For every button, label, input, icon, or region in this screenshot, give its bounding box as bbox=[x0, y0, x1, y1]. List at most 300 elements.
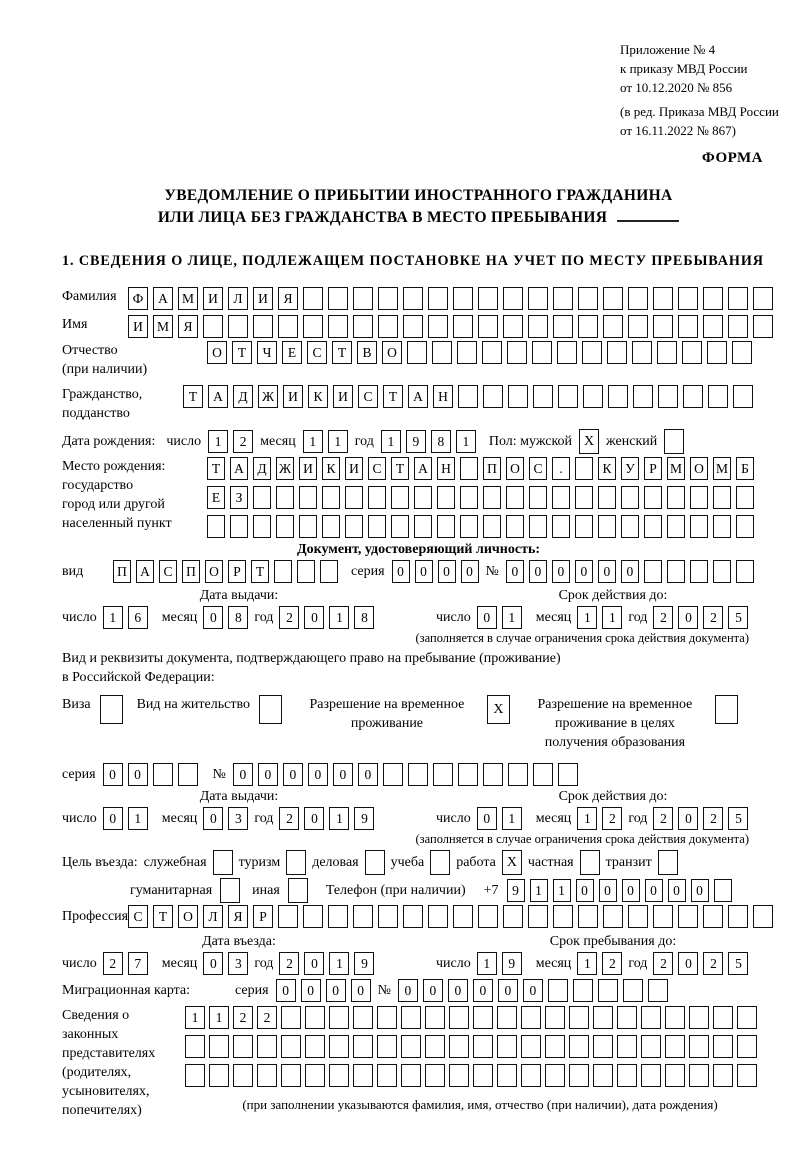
char-cell[interactable] bbox=[460, 515, 478, 538]
char-cell[interactable]: 0 bbox=[477, 807, 497, 830]
birth-place-row3-cells[interactable] bbox=[207, 515, 754, 538]
char-cell[interactable]: 1 bbox=[477, 952, 497, 975]
char-cell[interactable]: 1 bbox=[329, 807, 349, 830]
char-cell[interactable] bbox=[203, 315, 223, 338]
char-cell[interactable]: 5 bbox=[728, 952, 748, 975]
char-cell[interactable] bbox=[478, 287, 498, 310]
char-cell[interactable] bbox=[623, 979, 643, 1002]
char-cell[interactable] bbox=[621, 515, 639, 538]
char-cell[interactable] bbox=[575, 486, 593, 509]
char-cell[interactable]: И bbox=[299, 457, 317, 480]
char-cell[interactable]: 0 bbox=[575, 560, 593, 583]
char-cell[interactable]: 2 bbox=[703, 952, 723, 975]
char-cell[interactable]: 1 bbox=[553, 879, 571, 902]
char-cell[interactable] bbox=[553, 287, 573, 310]
char-cell[interactable] bbox=[558, 763, 578, 786]
char-cell[interactable] bbox=[353, 1035, 373, 1058]
char-cell[interactable] bbox=[703, 315, 723, 338]
char-cell[interactable]: Т bbox=[251, 560, 269, 583]
char-cell[interactable] bbox=[617, 1006, 637, 1029]
char-cell[interactable]: 5 bbox=[728, 606, 748, 629]
char-cell[interactable]: 2 bbox=[279, 952, 299, 975]
char-cell[interactable] bbox=[353, 287, 373, 310]
char-cell[interactable] bbox=[403, 905, 423, 928]
char-cell[interactable]: 5 bbox=[728, 807, 748, 830]
char-cell[interactable] bbox=[391, 486, 409, 509]
char-cell[interactable] bbox=[545, 1035, 565, 1058]
char-cell[interactable]: А bbox=[136, 560, 154, 583]
char-cell[interactable]: 0 bbox=[276, 979, 296, 1002]
char-cell[interactable] bbox=[253, 515, 271, 538]
char-cell[interactable] bbox=[732, 341, 752, 364]
char-cell[interactable] bbox=[209, 1035, 229, 1058]
char-cell[interactable]: Б bbox=[736, 457, 754, 480]
char-cell[interactable]: О bbox=[382, 341, 402, 364]
char-cell[interactable] bbox=[437, 486, 455, 509]
char-cell[interactable] bbox=[552, 486, 570, 509]
char-cell[interactable]: 9 bbox=[406, 430, 426, 453]
char-cell[interactable] bbox=[603, 905, 623, 928]
char-cell[interactable] bbox=[667, 486, 685, 509]
char-cell[interactable] bbox=[569, 1064, 589, 1087]
char-cell[interactable]: С bbox=[358, 385, 378, 408]
residence-valid-month-cells[interactable] bbox=[577, 807, 622, 830]
male-checkbox[interactable]: X bbox=[579, 429, 599, 454]
char-cell[interactable] bbox=[644, 515, 662, 538]
char-cell[interactable] bbox=[575, 515, 593, 538]
char-cell[interactable] bbox=[233, 1064, 253, 1087]
char-cell[interactable] bbox=[322, 515, 340, 538]
residence-valid-day-cells[interactable] bbox=[477, 807, 522, 830]
char-cell[interactable]: 9 bbox=[354, 952, 374, 975]
char-cell[interactable] bbox=[628, 315, 648, 338]
char-cell[interactable] bbox=[473, 1064, 493, 1087]
char-cell[interactable] bbox=[428, 905, 448, 928]
char-cell[interactable] bbox=[658, 385, 678, 408]
char-cell[interactable] bbox=[621, 486, 639, 509]
char-cell[interactable] bbox=[473, 1035, 493, 1058]
char-cell[interactable] bbox=[253, 486, 271, 509]
citizenship-cells[interactable] bbox=[183, 385, 753, 408]
char-cell[interactable] bbox=[483, 515, 501, 538]
char-cell[interactable]: З bbox=[230, 486, 248, 509]
char-cell[interactable] bbox=[665, 1035, 685, 1058]
char-cell[interactable] bbox=[497, 1035, 517, 1058]
doc-number-cells[interactable] bbox=[506, 560, 754, 583]
char-cell[interactable]: 0 bbox=[203, 606, 223, 629]
char-cell[interactable] bbox=[617, 1064, 637, 1087]
purpose-business-checkbox[interactable] bbox=[213, 850, 233, 875]
char-cell[interactable]: 0 bbox=[523, 979, 543, 1002]
char-cell[interactable] bbox=[378, 315, 398, 338]
char-cell[interactable]: О bbox=[506, 457, 524, 480]
char-cell[interactable] bbox=[353, 315, 373, 338]
char-cell[interactable] bbox=[353, 1064, 373, 1087]
char-cell[interactable]: Д bbox=[253, 457, 271, 480]
char-cell[interactable]: 1 bbox=[303, 430, 323, 453]
entry-month-cells[interactable] bbox=[203, 952, 248, 975]
char-cell[interactable] bbox=[528, 287, 548, 310]
char-cell[interactable]: Ч bbox=[257, 341, 277, 364]
char-cell[interactable] bbox=[641, 1064, 661, 1087]
char-cell[interactable] bbox=[529, 515, 547, 538]
char-cell[interactable]: 0 bbox=[599, 879, 617, 902]
char-cell[interactable] bbox=[281, 1064, 301, 1087]
char-cell[interactable]: 0 bbox=[203, 952, 223, 975]
purpose-private-checkbox[interactable] bbox=[580, 850, 600, 875]
char-cell[interactable] bbox=[425, 1035, 445, 1058]
char-cell[interactable]: 0 bbox=[678, 952, 698, 975]
char-cell[interactable] bbox=[329, 1064, 349, 1087]
char-cell[interactable] bbox=[728, 315, 748, 338]
char-cell[interactable] bbox=[521, 1006, 541, 1029]
char-cell[interactable]: 1 bbox=[329, 952, 349, 975]
char-cell[interactable] bbox=[641, 1006, 661, 1029]
char-cell[interactable] bbox=[689, 1064, 709, 1087]
stay-until-day-cells[interactable] bbox=[477, 952, 522, 975]
char-cell[interactable]: 9 bbox=[354, 807, 374, 830]
char-cell[interactable]: 1 bbox=[530, 879, 548, 902]
char-cell[interactable] bbox=[653, 287, 673, 310]
char-cell[interactable] bbox=[678, 287, 698, 310]
char-cell[interactable] bbox=[552, 515, 570, 538]
char-cell[interactable] bbox=[460, 457, 478, 480]
char-cell[interactable] bbox=[377, 1035, 397, 1058]
char-cell[interactable] bbox=[648, 979, 668, 1002]
char-cell[interactable] bbox=[737, 1035, 757, 1058]
issue-day-cells[interactable] bbox=[103, 606, 148, 629]
char-cell[interactable] bbox=[368, 486, 386, 509]
char-cell[interactable] bbox=[401, 1064, 421, 1087]
char-cell[interactable] bbox=[449, 1064, 469, 1087]
purpose-transit-checkbox[interactable] bbox=[658, 850, 678, 875]
valid-month-cells[interactable] bbox=[577, 606, 622, 629]
char-cell[interactable]: Л bbox=[203, 905, 223, 928]
char-cell[interactable]: 0 bbox=[351, 979, 371, 1002]
char-cell[interactable] bbox=[578, 905, 598, 928]
char-cell[interactable] bbox=[449, 1035, 469, 1058]
representatives-row3-cells[interactable] bbox=[185, 1064, 775, 1087]
surname-cells[interactable] bbox=[128, 287, 773, 310]
char-cell[interactable]: И bbox=[253, 287, 273, 310]
char-cell[interactable]: М bbox=[153, 315, 173, 338]
char-cell[interactable]: 0 bbox=[473, 979, 493, 1002]
char-cell[interactable] bbox=[401, 1035, 421, 1058]
char-cell[interactable] bbox=[368, 515, 386, 538]
char-cell[interactable]: 1 bbox=[381, 430, 401, 453]
char-cell[interactable]: Т bbox=[391, 457, 409, 480]
char-cell[interactable] bbox=[478, 905, 498, 928]
char-cell[interactable]: 1 bbox=[103, 606, 123, 629]
char-cell[interactable]: П bbox=[483, 457, 501, 480]
char-cell[interactable]: Я bbox=[178, 315, 198, 338]
given-name-cells[interactable] bbox=[128, 315, 773, 338]
char-cell[interactable]: 8 bbox=[228, 606, 248, 629]
char-cell[interactable] bbox=[401, 1006, 421, 1029]
char-cell[interactable]: 0 bbox=[598, 560, 616, 583]
char-cell[interactable]: Р bbox=[644, 457, 662, 480]
char-cell[interactable] bbox=[377, 1064, 397, 1087]
char-cell[interactable] bbox=[665, 1064, 685, 1087]
char-cell[interactable] bbox=[598, 486, 616, 509]
char-cell[interactable]: 0 bbox=[621, 560, 639, 583]
char-cell[interactable]: Ж bbox=[276, 457, 294, 480]
char-cell[interactable] bbox=[736, 560, 754, 583]
char-cell[interactable] bbox=[428, 287, 448, 310]
char-cell[interactable] bbox=[533, 763, 553, 786]
char-cell[interactable] bbox=[278, 315, 298, 338]
char-cell[interactable]: Н bbox=[437, 457, 455, 480]
char-cell[interactable] bbox=[185, 1035, 205, 1058]
char-cell[interactable] bbox=[506, 486, 524, 509]
char-cell[interactable]: Т bbox=[232, 341, 252, 364]
char-cell[interactable]: У bbox=[621, 457, 639, 480]
char-cell[interactable] bbox=[207, 515, 225, 538]
char-cell[interactable] bbox=[345, 486, 363, 509]
char-cell[interactable] bbox=[230, 515, 248, 538]
char-cell[interactable] bbox=[553, 315, 573, 338]
char-cell[interactable] bbox=[641, 1035, 661, 1058]
char-cell[interactable] bbox=[532, 341, 552, 364]
char-cell[interactable] bbox=[573, 979, 593, 1002]
char-cell[interactable] bbox=[274, 560, 292, 583]
char-cell[interactable] bbox=[458, 763, 478, 786]
char-cell[interactable]: Л bbox=[228, 287, 248, 310]
residence-issue-day-cells[interactable] bbox=[103, 807, 148, 830]
char-cell[interactable]: 7 bbox=[128, 952, 148, 975]
char-cell[interactable]: П bbox=[182, 560, 200, 583]
char-cell[interactable]: 0 bbox=[203, 807, 223, 830]
char-cell[interactable] bbox=[593, 1006, 613, 1029]
char-cell[interactable] bbox=[708, 385, 728, 408]
char-cell[interactable] bbox=[557, 341, 577, 364]
char-cell[interactable] bbox=[329, 1006, 349, 1029]
char-cell[interactable] bbox=[528, 315, 548, 338]
char-cell[interactable]: К bbox=[322, 457, 340, 480]
char-cell[interactable]: 0 bbox=[398, 979, 418, 1002]
char-cell[interactable] bbox=[428, 315, 448, 338]
char-cell[interactable]: 2 bbox=[703, 606, 723, 629]
char-cell[interactable] bbox=[689, 1035, 709, 1058]
char-cell[interactable] bbox=[253, 315, 273, 338]
char-cell[interactable]: 8 bbox=[354, 606, 374, 629]
char-cell[interactable] bbox=[257, 1035, 277, 1058]
char-cell[interactable] bbox=[303, 287, 323, 310]
char-cell[interactable] bbox=[414, 515, 432, 538]
char-cell[interactable] bbox=[569, 1035, 589, 1058]
char-cell[interactable] bbox=[736, 486, 754, 509]
issue-month-cells[interactable] bbox=[203, 606, 248, 629]
char-cell[interactable] bbox=[281, 1035, 301, 1058]
char-cell[interactable] bbox=[603, 315, 623, 338]
char-cell[interactable]: 1 bbox=[328, 430, 348, 453]
char-cell[interactable] bbox=[545, 1064, 565, 1087]
char-cell[interactable]: 1 bbox=[502, 606, 522, 629]
purpose-work-checkbox[interactable]: X bbox=[502, 850, 522, 875]
char-cell[interactable]: Р bbox=[253, 905, 273, 928]
char-cell[interactable]: 2 bbox=[653, 807, 673, 830]
char-cell[interactable]: Т bbox=[383, 385, 403, 408]
phone-cells[interactable] bbox=[507, 879, 732, 902]
char-cell[interactable]: 2 bbox=[233, 430, 253, 453]
char-cell[interactable] bbox=[628, 905, 648, 928]
char-cell[interactable] bbox=[299, 515, 317, 538]
char-cell[interactable] bbox=[682, 341, 702, 364]
char-cell[interactable]: И bbox=[283, 385, 303, 408]
char-cell[interactable]: И bbox=[345, 457, 363, 480]
char-cell[interactable] bbox=[603, 287, 623, 310]
char-cell[interactable] bbox=[473, 1006, 493, 1029]
entry-day-cells[interactable] bbox=[103, 952, 148, 975]
char-cell[interactable]: Ф bbox=[128, 287, 148, 310]
char-cell[interactable] bbox=[414, 486, 432, 509]
char-cell[interactable] bbox=[569, 1006, 589, 1029]
char-cell[interactable] bbox=[432, 341, 452, 364]
char-cell[interactable] bbox=[703, 287, 723, 310]
char-cell[interactable]: 2 bbox=[279, 807, 299, 830]
char-cell[interactable]: 0 bbox=[678, 606, 698, 629]
migration-series-cells[interactable] bbox=[276, 979, 371, 1002]
char-cell[interactable] bbox=[303, 905, 323, 928]
char-cell[interactable]: Ж bbox=[258, 385, 278, 408]
char-cell[interactable]: С bbox=[307, 341, 327, 364]
char-cell[interactable] bbox=[575, 457, 593, 480]
char-cell[interactable] bbox=[553, 905, 573, 928]
char-cell[interactable]: . bbox=[552, 457, 570, 480]
char-cell[interactable]: О bbox=[205, 560, 223, 583]
char-cell[interactable] bbox=[558, 385, 578, 408]
char-cell[interactable] bbox=[707, 341, 727, 364]
char-cell[interactable] bbox=[545, 1006, 565, 1029]
char-cell[interactable] bbox=[482, 341, 502, 364]
char-cell[interactable] bbox=[598, 515, 616, 538]
birth-place-row2-cells[interactable] bbox=[207, 486, 754, 509]
char-cell[interactable] bbox=[507, 341, 527, 364]
char-cell[interactable] bbox=[425, 1006, 445, 1029]
char-cell[interactable] bbox=[528, 905, 548, 928]
purpose-study-checkbox[interactable] bbox=[430, 850, 450, 875]
char-cell[interactable]: 0 bbox=[498, 979, 518, 1002]
char-cell[interactable] bbox=[497, 1006, 517, 1029]
char-cell[interactable]: О bbox=[207, 341, 227, 364]
char-cell[interactable] bbox=[328, 315, 348, 338]
char-cell[interactable]: Я bbox=[228, 905, 248, 928]
char-cell[interactable]: Т bbox=[153, 905, 173, 928]
valid-day-cells[interactable] bbox=[477, 606, 522, 629]
char-cell[interactable]: А bbox=[230, 457, 248, 480]
char-cell[interactable]: 0 bbox=[668, 879, 686, 902]
stay-until-year-cells[interactable] bbox=[653, 952, 748, 975]
birth-month-cells[interactable] bbox=[303, 430, 348, 453]
char-cell[interactable]: 0 bbox=[233, 763, 253, 786]
char-cell[interactable] bbox=[408, 763, 428, 786]
char-cell[interactable]: В bbox=[357, 341, 377, 364]
char-cell[interactable] bbox=[407, 341, 427, 364]
char-cell[interactable] bbox=[453, 315, 473, 338]
char-cell[interactable] bbox=[713, 560, 731, 583]
char-cell[interactable] bbox=[322, 486, 340, 509]
char-cell[interactable]: М bbox=[178, 287, 198, 310]
char-cell[interactable] bbox=[378, 287, 398, 310]
char-cell[interactable]: 2 bbox=[653, 952, 673, 975]
char-cell[interactable]: П bbox=[113, 560, 131, 583]
char-cell[interactable] bbox=[678, 905, 698, 928]
char-cell[interactable]: А bbox=[153, 287, 173, 310]
char-cell[interactable]: 2 bbox=[257, 1006, 277, 1029]
char-cell[interactable] bbox=[713, 515, 731, 538]
char-cell[interactable]: 0 bbox=[423, 979, 443, 1002]
birth-day-cells[interactable] bbox=[208, 430, 253, 453]
char-cell[interactable]: 0 bbox=[358, 763, 378, 786]
char-cell[interactable] bbox=[728, 905, 748, 928]
char-cell[interactable] bbox=[529, 486, 547, 509]
char-cell[interactable]: 0 bbox=[415, 560, 433, 583]
char-cell[interactable]: 0 bbox=[308, 763, 328, 786]
char-cell[interactable] bbox=[713, 1006, 733, 1029]
char-cell[interactable] bbox=[353, 905, 373, 928]
char-cell[interactable] bbox=[753, 315, 773, 338]
char-cell[interactable] bbox=[578, 287, 598, 310]
char-cell[interactable]: Т bbox=[183, 385, 203, 408]
char-cell[interactable]: Е bbox=[207, 486, 225, 509]
char-cell[interactable] bbox=[305, 1006, 325, 1029]
char-cell[interactable]: С bbox=[159, 560, 177, 583]
migration-number-cells[interactable] bbox=[398, 979, 668, 1002]
representatives-row1-cells[interactable] bbox=[185, 1006, 775, 1029]
char-cell[interactable]: С bbox=[128, 905, 148, 928]
char-cell[interactable] bbox=[714, 879, 732, 902]
char-cell[interactable] bbox=[607, 341, 627, 364]
char-cell[interactable] bbox=[506, 515, 524, 538]
char-cell[interactable] bbox=[328, 287, 348, 310]
char-cell[interactable] bbox=[628, 287, 648, 310]
char-cell[interactable] bbox=[503, 287, 523, 310]
char-cell[interactable]: 2 bbox=[653, 606, 673, 629]
char-cell[interactable] bbox=[667, 560, 685, 583]
char-cell[interactable] bbox=[736, 515, 754, 538]
residence-number-cells[interactable] bbox=[233, 763, 578, 786]
char-cell[interactable]: О bbox=[178, 905, 198, 928]
purpose-commercial-checkbox[interactable] bbox=[365, 850, 385, 875]
char-cell[interactable] bbox=[483, 486, 501, 509]
char-cell[interactable]: 2 bbox=[703, 807, 723, 830]
char-cell[interactable] bbox=[497, 1064, 517, 1087]
char-cell[interactable]: Т bbox=[332, 341, 352, 364]
temp-residence-checkbox[interactable]: X bbox=[487, 695, 510, 724]
char-cell[interactable] bbox=[383, 763, 403, 786]
char-cell[interactable] bbox=[521, 1064, 541, 1087]
char-cell[interactable] bbox=[737, 1006, 757, 1029]
char-cell[interactable]: С bbox=[368, 457, 386, 480]
char-cell[interactable]: 1 bbox=[208, 430, 228, 453]
char-cell[interactable]: А bbox=[408, 385, 428, 408]
char-cell[interactable] bbox=[345, 515, 363, 538]
char-cell[interactable] bbox=[713, 486, 731, 509]
char-cell[interactable]: 2 bbox=[602, 952, 622, 975]
char-cell[interactable] bbox=[233, 1035, 253, 1058]
char-cell[interactable]: 0 bbox=[283, 763, 303, 786]
char-cell[interactable]: 1 bbox=[185, 1006, 205, 1029]
char-cell[interactable]: 1 bbox=[128, 807, 148, 830]
char-cell[interactable]: С bbox=[529, 457, 547, 480]
char-cell[interactable]: 0 bbox=[304, 807, 324, 830]
char-cell[interactable]: М bbox=[667, 457, 685, 480]
char-cell[interactable] bbox=[299, 486, 317, 509]
birth-place-row1-cells[interactable] bbox=[207, 457, 754, 480]
char-cell[interactable]: 2 bbox=[233, 1006, 253, 1029]
char-cell[interactable]: 0 bbox=[301, 979, 321, 1002]
char-cell[interactable] bbox=[377, 1006, 397, 1029]
